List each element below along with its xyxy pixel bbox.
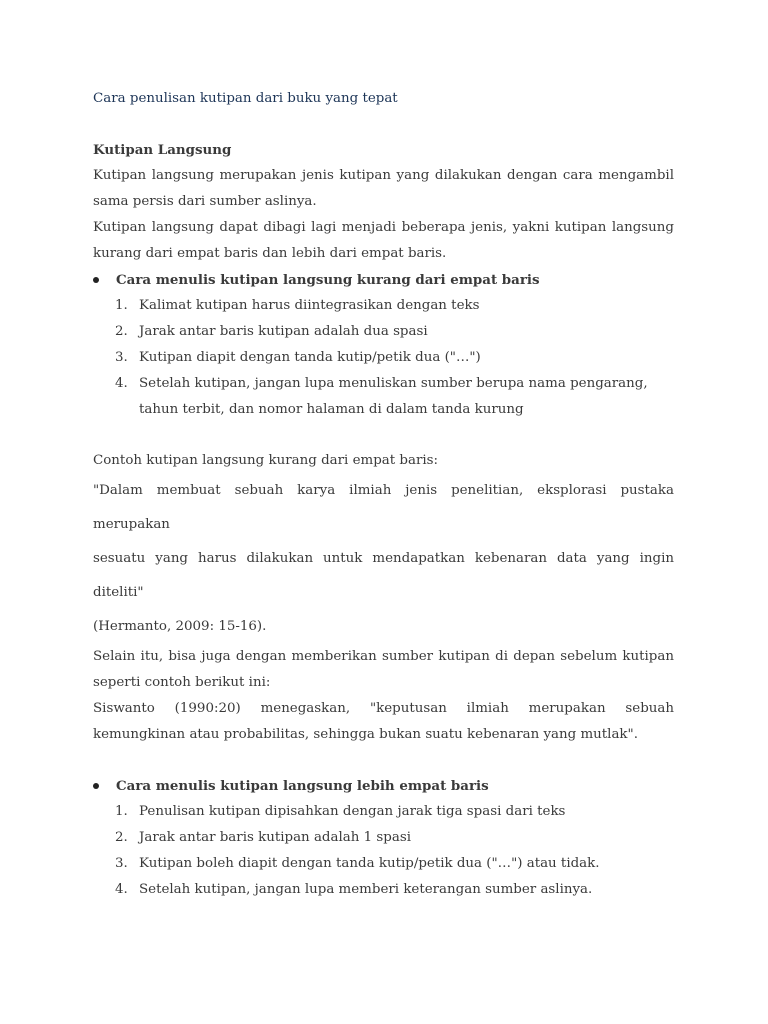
list-item-text: Kalimat kutipan harus diintegrasikan dengan teks xyxy=(139,298,480,313)
section-paragraph-1: Kutipan langsung merupakan jenis kutipan yang dilakukan dengan cara mengambil sama persis dari sumber aslinya. xyxy=(93,168,674,209)
quote-citation: (Hermanto, 2009: 15-16). xyxy=(93,619,267,634)
list-item-text: Setelah kutipan, jangan lupa memberi keterangan sumber aslinya. xyxy=(139,882,593,897)
spacer xyxy=(93,748,674,773)
list-number: 2. xyxy=(115,324,128,339)
numbered-list-1 xyxy=(93,293,674,423)
section-heading: Kutipan Langsung xyxy=(93,142,232,158)
example-paragraph-2: Siswanto (1990:20) menegaskan, "keputusan ilmiah merupakan sebuah kemungkinan atau probabilitas, sehingga bukan suatu kebenaran yang mutlak". xyxy=(93,701,674,742)
quote-line: "Dalam membuat sebuah karya ilmiah jenis penelitian, eksplorasi pustaka merupakan xyxy=(93,483,674,532)
bullet-list-1 xyxy=(93,267,674,293)
list-item xyxy=(93,877,674,903)
spacer xyxy=(93,112,674,137)
list-number: 4. xyxy=(115,882,128,897)
list-item xyxy=(93,293,674,319)
bullet-list-2 xyxy=(93,773,674,799)
document-page xyxy=(93,86,674,903)
numbered-list-2 xyxy=(93,799,674,903)
list-item xyxy=(93,345,674,371)
bullet-heading-2: Cara menulis kutipan langsung lebih empat baris xyxy=(93,773,674,799)
list-number: 2. xyxy=(115,830,128,845)
list-number: 4. xyxy=(115,376,128,391)
example-paragraph-1: Selain itu, bisa juga dengan memberikan sumber kutipan di depan sebelum kutipan seperti contoh berikut ini: xyxy=(93,649,674,690)
spacer xyxy=(93,423,674,448)
list-item xyxy=(93,851,674,877)
bullet-heading-1: Cara menulis kutipan langsung kurang dari empat baris xyxy=(93,267,674,293)
list-number: 3. xyxy=(115,350,128,365)
document-title: Cara penulisan kutipan dari buku yang tepat xyxy=(93,91,398,106)
list-item-text: Setelah kutipan, jangan lupa menuliskan sumber berupa nama pengarang, tahun terbit, dan nomor halaman di dalam tanda kurung xyxy=(139,376,648,417)
list-item-text: Jarak antar baris kutipan adalah 1 spasi xyxy=(139,830,411,845)
example-intro: Contoh kutipan langsung kurang dari empat baris: xyxy=(93,453,439,468)
list-item-text: Kutipan boleh diapit dengan tanda kutip/petik dua ("…") atau tidak. xyxy=(139,856,600,871)
list-number: 3. xyxy=(115,856,128,871)
list-item xyxy=(93,319,674,345)
section-paragraph-2: Kutipan langsung dapat dibagi lagi menjadi beberapa jenis, yakni kutipan langsung kurang dari empat baris dan lebih dari empat baris. xyxy=(93,220,674,261)
list-item-text: Kutipan diapit dengan tanda kutip/petik dua ("…") xyxy=(139,350,481,365)
list-number: 1. xyxy=(115,298,128,313)
list-item-text: Jarak antar baris kutipan adalah dua spasi xyxy=(139,324,428,339)
list-item xyxy=(93,371,674,423)
list-item xyxy=(93,825,674,851)
quote-line: sesuatu yang harus dilakukan untuk mendapatkan kebenaran data yang ingin diteliti" xyxy=(93,551,674,600)
list-item xyxy=(93,799,674,825)
list-number: 1. xyxy=(115,804,128,819)
list-item-text: Penulisan kutipan dipisahkan dengan jarak tiga spasi dari teks xyxy=(139,804,566,819)
